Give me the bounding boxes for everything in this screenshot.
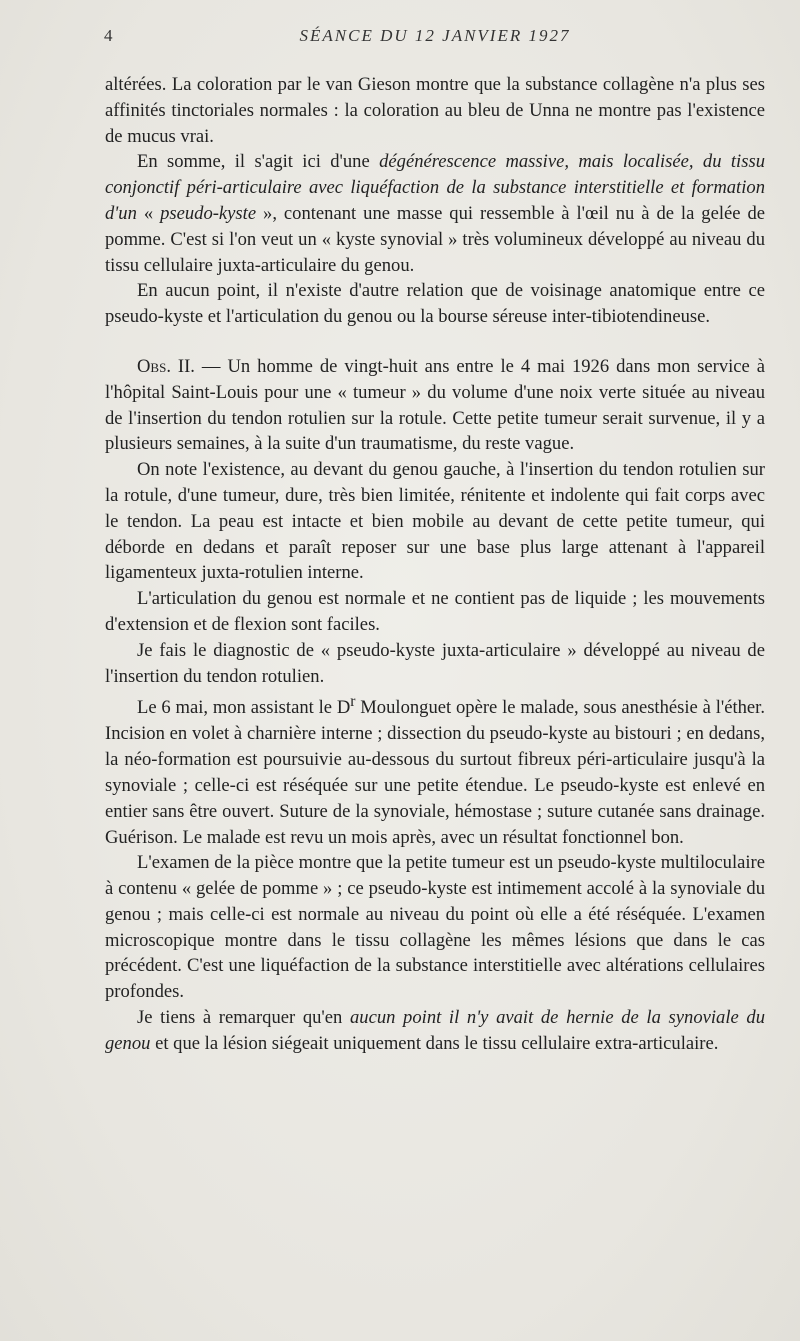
operation-lead: Le 6 mai, mon assistant le D	[137, 697, 351, 719]
operation-text: Moulonguet opère le malade, sous anesthésie à l'éther. Incision en volet à charnière interne ; dissection du pseudo-kyste au bistouri ; en dedans, la néo-formation est poursuivie au-dessous du surtout fibreux péri-articulaire jusqu'à la synoviale ; celle-ci est réséquée sur une petite étendue. Le pseudo-kyste est enlevé en entier sans être ouvert. Suture de la synoviale, hémostase ; suture cutanée sans drainage. Guérison. Le malade est revu un mois après, avec un résultat fonctionnel bon.	[105, 697, 765, 848]
observation-text: — Un homme de vingt-huit ans entre le 4 mai 1926 dans mon service à l'hôpital Saint-Louis pour une « tumeur » du volume d'une noix verte située au niveau de l'insertion du tendon rotulien sur la rotule. Cette petite tumeur serait survenue, il y a plusieurs semaines, à la suite d'un traumatisme, du reste vague.	[105, 355, 765, 455]
paragraph-articulation: L'articulation du genou est normale et ne contient pas de liquide ; les mouvements d'extension et de flexion sont faciles.	[105, 588, 765, 635]
paragraph-observation-2	[105, 354, 765, 457]
paragraph-summary	[105, 149, 765, 278]
paragraph-operation	[105, 689, 765, 850]
paragraph-continuation: altérées. La coloration par le van Gieson montre que la substance collagène n'a plus ses affinités tinctoriales normales : la coloration au bleu de Unna ne montre pas l'existence de mucus vrai.	[105, 74, 765, 147]
summary-tail: », contenant une masse qui ressemble à l'œil nu à de la gelée de pomme. C'est si l'on veut un « kyste synovial » très volumineux développé au niveau du tissu cellulaire juxta-articulaire du genou.	[105, 202, 766, 276]
conclusion-italic: aucun point il n'y avait de hernie de la synoviale du genou	[105, 1007, 765, 1054]
paragraph-specimen: L'examen de la pièce montre que la petite tumeur est un pseudo-kyste multiloculaire à contenu « gelée de pomme » ; ce pseudo-kyste est intimement accolé à la synoviale du genou ; mais celle-ci est normale au niveau du point où elle a été réséquée. L'examen microscopique montre dans le tissu collagène les mêmes lésions que dans le cas précédent. C'est une liquéfaction de la substance interstitielle avec altérations cellulaires profondes.	[105, 852, 765, 1003]
operation-superscript: r	[350, 693, 356, 711]
summary-italic: dégénérescence massive, mais localisée, du tissu conjonctif péri-articulaire avec liquéfaction de la substance interstitielle et formation d'un	[105, 151, 765, 224]
body-text	[105, 72, 765, 1057]
paragraph-conclusion	[105, 1005, 765, 1057]
page-number: 4	[104, 26, 115, 45]
conclusion-tail: et que la lésion siégeait uniquement dans le tissu cellulaire extra-articulaire.	[150, 1032, 719, 1054]
conclusion-lead: Je tiens à remarquer qu'en	[137, 1007, 350, 1029]
running-title: SÉANCE DU 12 JANVIER 1927	[299, 26, 571, 45]
observation-label: Obs. II.	[137, 355, 195, 377]
paragraph-exam: On note l'existence, au devant du genou gauche, à l'insertion du tendon rotulien sur la rotule, d'une tumeur, dure, très bien limitée, rénitente et indolente qui fait corps avec le tendon. La peau est intacte et bien mobile au devant de cette petite tumeur, qui déborde en dedans et paraît reposer sur une base plus large attenant à l'appareil ligamenteux juxta-rotulien interne.	[105, 459, 765, 584]
paragraph-relation: En aucun point, il n'existe d'autre relation que de voisinage anatomique entre ce pseudo-kyste et l'articulation du genou ou la bourse séreuse inter-tibiotendineuse.	[105, 280, 765, 328]
summary-quote-open: «	[136, 202, 161, 224]
paragraph-diagnosis: Je fais le diagnostic de « pseudo-kyste juxta-articulaire » développé au niveau de l'insertion du tendon rotulien.	[105, 639, 765, 687]
summary-italic-term: pseudo-kyste	[160, 202, 257, 224]
summary-lead: En somme, il s'agit ici d'une	[137, 151, 380, 173]
running-head	[104, 26, 766, 56]
